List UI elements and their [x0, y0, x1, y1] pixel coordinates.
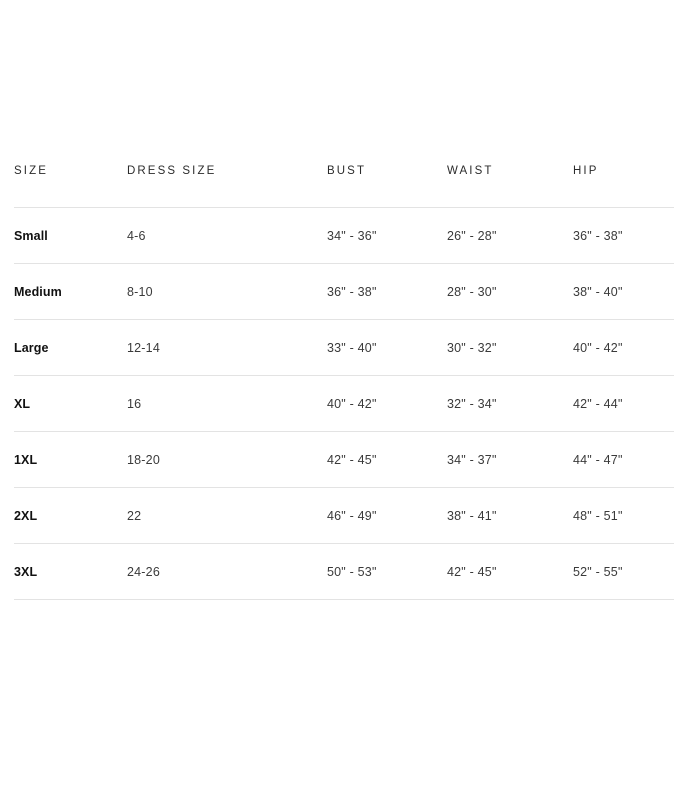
- cell-hip: 38" - 40": [573, 264, 674, 320]
- column-header-dress-size: DRESS SIZE: [127, 165, 217, 177]
- cell-bust: 50" - 53": [327, 544, 447, 600]
- column-header-hip: HIP: [573, 165, 599, 177]
- cell-bust: 40" - 42": [327, 376, 447, 432]
- table-row: [14, 376, 674, 432]
- column-header-waist: WAIST: [447, 165, 494, 177]
- table-row: [14, 264, 674, 320]
- cell-size: 1XL: [14, 432, 127, 488]
- table-row: [14, 488, 674, 544]
- cell-hip: 48" - 51": [573, 488, 674, 544]
- cell-bust: 33" - 40": [327, 320, 447, 376]
- column-header-size: SIZE: [14, 165, 48, 177]
- cell-bust: 36" - 38": [327, 264, 447, 320]
- table-header-row: [14, 165, 674, 208]
- cell-bust: 46" - 49": [327, 488, 447, 544]
- cell-size: Small: [14, 208, 127, 264]
- cell-hip: 52" - 55": [573, 544, 674, 600]
- cell-size: 3XL: [14, 544, 127, 600]
- table-row: [14, 320, 674, 376]
- cell-bust: 42" - 45": [327, 432, 447, 488]
- cell-waist: 30" - 32": [447, 320, 573, 376]
- cell-waist: 34" - 37": [447, 432, 573, 488]
- table-body: [14, 208, 674, 600]
- size-chart: [14, 165, 674, 600]
- cell-dress-size: 4-6: [127, 208, 327, 264]
- cell-dress-size: 24-26: [127, 544, 327, 600]
- cell-dress-size: 22: [127, 488, 327, 544]
- column-header-bust: BUST: [327, 165, 367, 177]
- table-row: [14, 208, 674, 264]
- cell-dress-size: 16: [127, 376, 327, 432]
- cell-waist: 42" - 45": [447, 544, 573, 600]
- table-row: [14, 432, 674, 488]
- table-header: [14, 165, 674, 208]
- cell-hip: 40" - 42": [573, 320, 674, 376]
- cell-hip: 44" - 47": [573, 432, 674, 488]
- cell-dress-size: 18-20: [127, 432, 327, 488]
- size-chart-table: [14, 165, 674, 600]
- cell-waist: 26" - 28": [447, 208, 573, 264]
- cell-dress-size: 12-14: [127, 320, 327, 376]
- table-row: [14, 544, 674, 600]
- cell-dress-size: 8-10: [127, 264, 327, 320]
- cell-size: Large: [14, 320, 127, 376]
- cell-hip: 42" - 44": [573, 376, 674, 432]
- cell-waist: 28" - 30": [447, 264, 573, 320]
- cell-hip: 36" - 38": [573, 208, 674, 264]
- cell-bust: 34" - 36": [327, 208, 447, 264]
- cell-waist: 38" - 41": [447, 488, 573, 544]
- cell-size: 2XL: [14, 488, 127, 544]
- cell-waist: 32" - 34": [447, 376, 573, 432]
- cell-size: Medium: [14, 264, 127, 320]
- cell-size: XL: [14, 376, 127, 432]
